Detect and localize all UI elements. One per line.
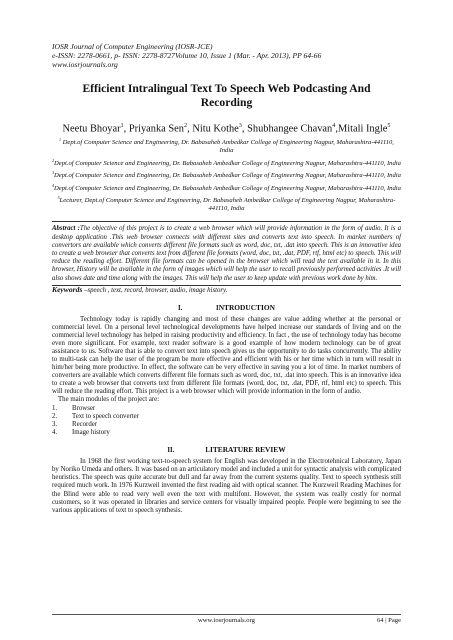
journal-name: IOSR Journal of Computer Engineering (IOSR-JCE) xyxy=(52,42,213,51)
list-item xyxy=(52,421,401,429)
affiliation-text: Dept.of Computer Science and Engineering, Dr. Babasaheb Ambedkar College of Engineering Nagpur, Maharashtra-441110, India xyxy=(61,139,394,155)
affiliation-text: Dept.of Computer Science and Engineering, Dr. Babasaheb Ambedkar College of Engineering Nagpur, Maharashtra-441110, India xyxy=(54,159,401,167)
affiliation-marker: 2 xyxy=(52,157,55,163)
author-affiliation-marker: 2 xyxy=(183,121,188,129)
abstract-block xyxy=(52,221,401,285)
author-affiliation-marker: 1 xyxy=(120,121,124,129)
journal-url: www.iosrjournals.org xyxy=(52,60,118,70)
section-number: I. xyxy=(178,304,183,312)
author-name: Neetu Bhoyar xyxy=(62,123,121,135)
literature-review-paragraph: In 1968 the first working text-to-speech system for English was developed in the Electrotehnical Laboratory, Japan by Noriko Umeda and others. It was based on an articulatory model and included a unit for syntactic analysis with complicated heuristics. The speech was quite accurate but dull and far away from the current systems quality. Text to speech synthesis still required much work. In 1976 Kurzweil invented the first reading aid with optical scanner. The Kurzweil Reading Machines for the Blind were able to read very well even the text with multifont. However, the system was really costly for normal customers, so it was operated in libraries and service centers for visually impaired people. People were beginning to see the various applications of text to speech synthesis. xyxy=(52,458,401,514)
author-affiliation-marker: 3 xyxy=(238,121,242,129)
author-separator: , xyxy=(187,123,193,135)
author-name: Nitu Kothe xyxy=(192,123,239,135)
affiliation-marker: 1 xyxy=(59,137,62,143)
page-footer xyxy=(52,614,401,624)
affiliation xyxy=(52,169,401,180)
section-title-second-letter: R xyxy=(255,447,261,455)
section-heading-literature-review xyxy=(52,446,401,455)
abstract-text: The objective of this project is to create a web browser which will provide information in the form of audio. It is a desktop application .This web browser connects with different sites and converts text into speech. In market numbers of convertors are available which converts different file formats such as word, doc, txt, .dat into speech. This is an innovative idea to create a web browser that converts text from different file formats (word, doc, txt, .dat, PDF, rtf, html etc) to speech. This will reduce the reading effort. Different file formats can be opened in the browser which will read the text available in it. In this browser, History will be available in the form of images which will help the user to recall previously performed activities .It will also shows date and time along with the images. This will help the user to keep update with previous work done by him. xyxy=(52,225,401,282)
affiliation-marker: 5 xyxy=(57,195,60,201)
affiliation xyxy=(52,136,401,155)
modules-list xyxy=(52,405,401,438)
section-number: II. xyxy=(167,447,175,455)
list-item-number: 3. xyxy=(52,420,58,428)
list-item xyxy=(52,405,401,413)
author-affiliation-marker: 5 xyxy=(387,121,391,129)
list-item-number: 4. xyxy=(52,429,58,437)
author-name: Shubhangee Chavan xyxy=(247,123,333,135)
section-title-first-letter: I xyxy=(216,304,219,312)
author-name: Mitali Ingle xyxy=(337,123,388,135)
footer-page-number: 64 | Page xyxy=(376,617,401,624)
list-item-label: Browser xyxy=(72,404,96,412)
section-title-rest: NTRODUCTION xyxy=(218,302,275,312)
keywords-line xyxy=(52,286,401,295)
modules-intro: The main modules of the project are: xyxy=(58,396,160,404)
author-affiliation-marker: 4 xyxy=(332,121,336,129)
affiliation-list xyxy=(52,136,401,213)
list-item-number: 2. xyxy=(52,412,58,420)
author-list xyxy=(52,120,401,135)
author-separator: , xyxy=(241,123,248,135)
author-separator: , xyxy=(335,123,338,135)
author-name: Priyanka Sen xyxy=(128,123,184,135)
affiliation-text: Dept.of Computer Science and Engineering, Dr. Babasaheb Ambedkar College of Engineering Nagpur, Maharashtra-441110, India xyxy=(54,172,401,180)
affiliation-text: Dept.of Computer Science and Engineering, Dr. Babasaheb Ambedkar College of Engineering Nagpur, Maharashtra-441110, India xyxy=(54,184,401,192)
journal-header xyxy=(52,42,401,70)
section-title-rest: ITERATURE xyxy=(209,445,256,455)
abstract-label: Abstract : xyxy=(52,225,80,233)
list-item-number: 1. xyxy=(52,404,58,412)
keywords-text: –speech , text, record, browser, audio, image history. xyxy=(82,286,228,294)
list-item-label: Recorder xyxy=(72,420,98,428)
section-heading-introduction xyxy=(52,304,401,313)
affiliation xyxy=(52,194,401,213)
literature-review-body xyxy=(52,458,401,514)
list-item xyxy=(52,413,401,421)
list-item-label: Image history xyxy=(72,429,110,437)
keywords-label: Keywords xyxy=(52,284,83,294)
footer-url: www.iosrjournals.org xyxy=(198,617,255,624)
affiliation-marker: 3 xyxy=(52,170,55,176)
affiliation-marker: 4 xyxy=(52,182,55,188)
section-title-first-letter: L xyxy=(205,447,210,455)
author-separator: , xyxy=(123,123,129,135)
section-title-rest-2: EVIEW xyxy=(260,445,286,455)
affiliation-text: Lecturer, Dept.of Computer Science and Engineering, Dr. Babasaheb Ambedkar College of Engineering Nagpur, Maharashtra-441110, India xyxy=(59,197,396,213)
paper-title: Efficient Intralingual Text To Speech Web Podcasting And Recording xyxy=(82,81,371,109)
introduction-body xyxy=(52,316,401,396)
list-item xyxy=(52,429,401,437)
affiliation xyxy=(52,157,401,168)
affiliation xyxy=(52,182,401,193)
introduction-paragraph: Technology today is rapidly changing and most of these changes are value adding whether at the personal or commercial level. On a personal level technological developments have helped increase our standards of living and on the commercial level technology has helped in raising productivity and efficiency. In fact , the use of technology today has become even more significant. For example, text reader software is a good example of how modern technology can be of great assistance to us. Software that is able to convert text into speech gives us the opportunity to do tasks concurrently. The ability to multi-task can help the user of the program be more effective and efficient with his or her time which in turn will result in him/her being more productive. In effect, the software can be very effective in saving you a lot of time. In market numbers of converters are available which converts different file formats such as word, doc, txt, .dat into speech. This is an innovative idea to create a web browser that converts text from different file formats (word, doc, txt, .dat, PDF, rtf, html etc) to speech. This will reduce the reading effort. This project is a web browser which will provide information in the form of audio. xyxy=(52,315,401,396)
journal-issn: e-ISSN: 2278-0661, p- ISSN: 2278-8727Volume 10, Issue 1 (Mar. - Apr. 2013), PP 64-66 xyxy=(52,51,322,61)
list-item-label: Text to speech converter xyxy=(72,412,139,420)
